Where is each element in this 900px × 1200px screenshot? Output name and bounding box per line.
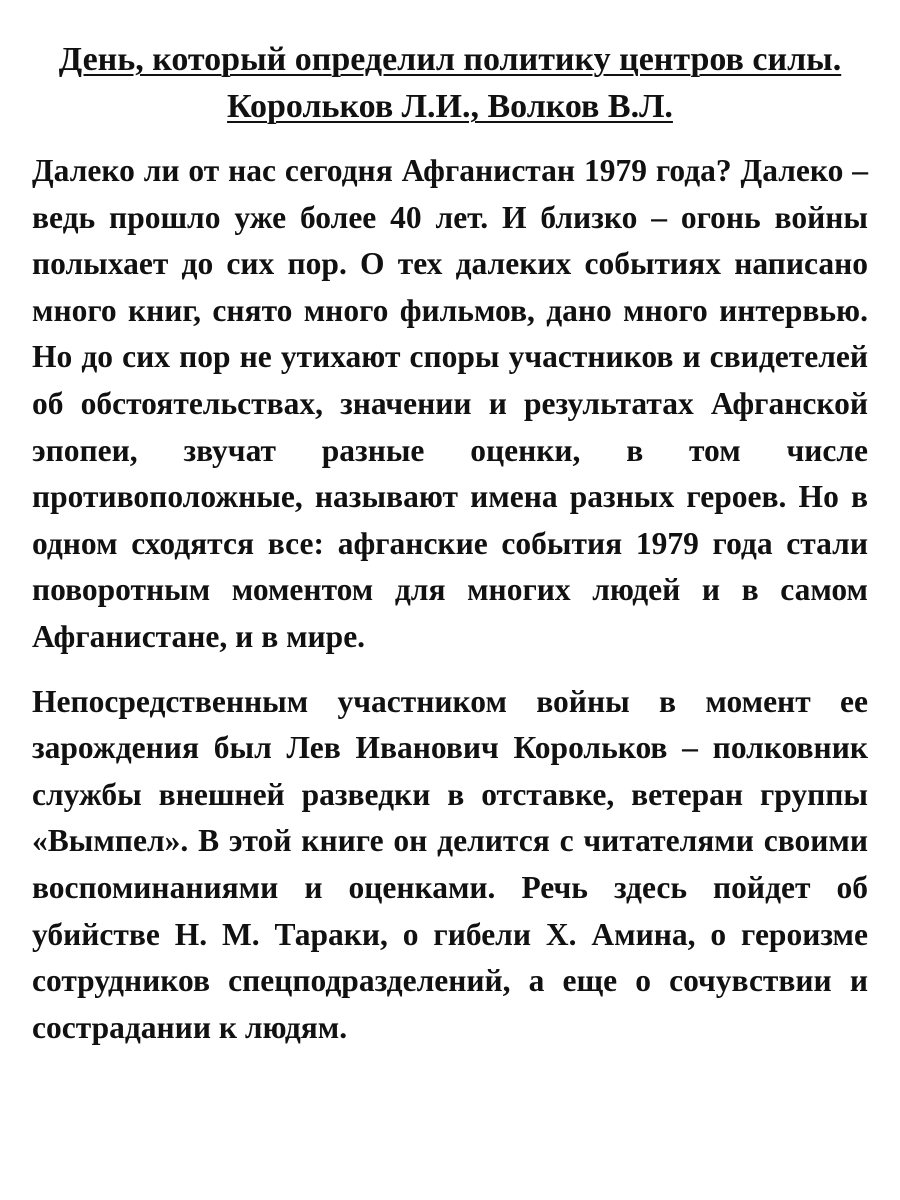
paragraph-1: Далеко ли от нас сегодня Афганистан 1979 года? Далеко – ведь прошло уже более 40 лет. И близко – огонь войны полыхает до сих пор. О тех далеких событиях написано много книг, снято много фильмов, дано много интервью. Но до сих пор не утихают споры участников и свидетелей об обстоятельствах, значении и результатах Афганской эпопеи, звучат разные оценки, в том числе противоположные, называют имена разных героев. Но в одном сходятся все: афганские события 1979 года стали поворотным моментом для многих людей и в самом Афганистане, и в мире. [32, 153, 868, 654]
document-title: День, который определил политику центров силы. Корольков Л.И., Волков В.Л. [58, 41, 842, 125]
paragraph-2: Непосредственным участником войны в момент ее зарождения был Лев Иванович Корольков – полковник службы внешней разведки в отставке, ветеран группы «Вымпел». В этой книге он делится с читателями своими воспоминаниями и оценками. Речь здесь пойдет об убийстве Н. М. Тараки, о гибели Х. Амина, о героизме сотрудников спецподразделений, а еще о сочувствии и сострадании к людям. [32, 683, 868, 1045]
document-page [32, 36, 868, 1051]
